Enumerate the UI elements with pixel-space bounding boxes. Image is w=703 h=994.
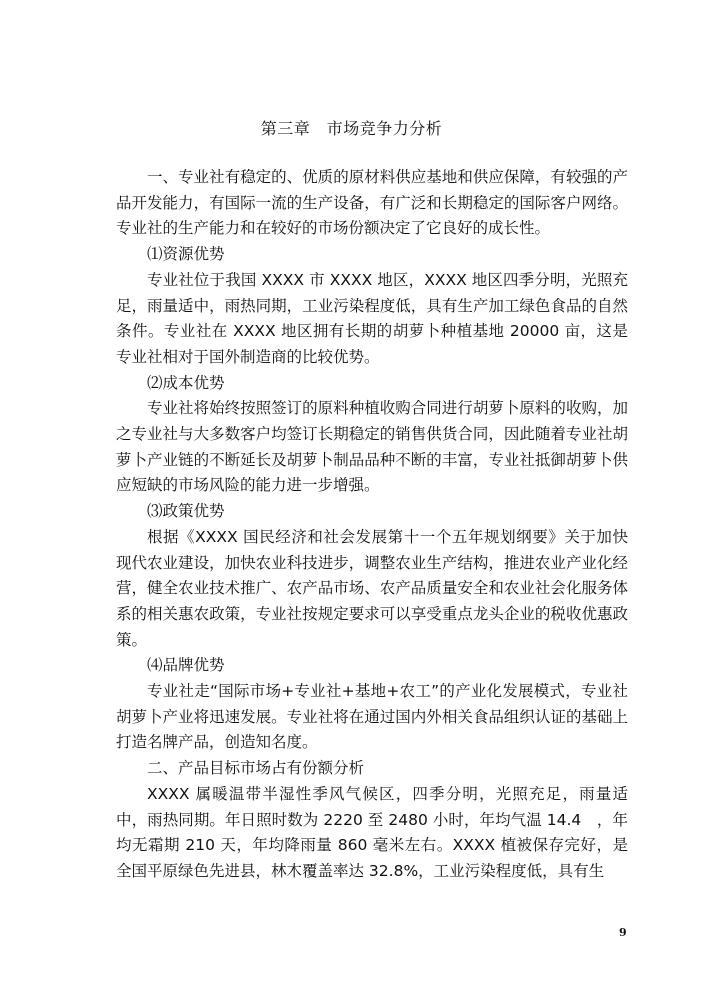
heading-policy-advantage: ⑶政策优势 — [147, 502, 225, 521]
paragraph-brand-advantage: 专业社走“国际市场+专业社+基地+农工”的产业化发展模式，专业社胡萝卜产业将迅速发展。专业社将在通过国内外相关食品组织认证的基础上打造名牌产品，创造知名度。 — [116, 682, 628, 752]
chapter-title: 第三章 市场竞争力分析 — [260, 119, 443, 138]
paragraph-intro: 一、专业社有稳定的、优质的原材料供应基地和供应保障，有较强的产品开发能力，有国际一流的生产设备，有广泛和长期稳定的国际客户网络。专业社的生产能力和在较好的市场份额决定了它良好的成长性。 — [116, 168, 628, 238]
heading-cost-advantage: ⑵成本优势 — [147, 373, 225, 392]
heading-brand-advantage: ⑷品牌优势 — [147, 656, 225, 675]
page-number: 9 — [619, 926, 627, 939]
heading-resource-advantage: ⑴资源优势 — [147, 245, 225, 264]
body-text — [116, 165, 628, 885]
paragraph-policy-advantage: 根据《XXXX 国民经济和社会发展第十一个五年规划纲要》关于加快现代农业建设，加快农业科技进步，调整农业生产结构，推进农业产业化经营，健全农业技术推广、农产品市场、农产品质量安全和农业社会化服务体系的相关惠农政策，专业社按规定要求可以享受重点龙头企业的税收优惠政策。 — [116, 527, 628, 649]
paragraph-resource-advantage: 专业社位于我国 XXXX 市 XXXX 地区，XXXX 地区四季分明，光照充足，雨量适中，雨热同期，工业污染程度低，具有生产加工绿色食品的自然条件。专业社在 XXXX 地区拥有长期的胡萝卜种植基地 20000 亩，这是专业社相对于国外制造商的比较优势。 — [116, 270, 628, 366]
paragraph-market-share: XXXX 属暖温带半湿性季风气候区，四季分明，光照充足，雨量适中，雨热同期。年日照时数为 2220 至 2480 小时，年均气温 14.4 ，年均无霜期 210 天，年均降雨量 860 毫米左右。XXXX 植被保存完好，是全国平原绿色先进县，林木覆盖率达 32.8%，工业污染程度低，具有生 — [116, 784, 628, 880]
paragraph-cost-advantage: 专业社将始终按照签订的原料种植收购合同进行胡萝卜原料的收购，加之专业社与大多数客户均签订长期稳定的销售供货合同，因此随着专业社胡萝卜产业链的不断延长及胡萝卜制品品种不断的丰富，专业社抵御胡萝卜供应短缺的市场风险的能力进一步增强。 — [116, 399, 628, 495]
heading-market-share: 二、产品目标市场占有份额分析 — [147, 759, 365, 778]
